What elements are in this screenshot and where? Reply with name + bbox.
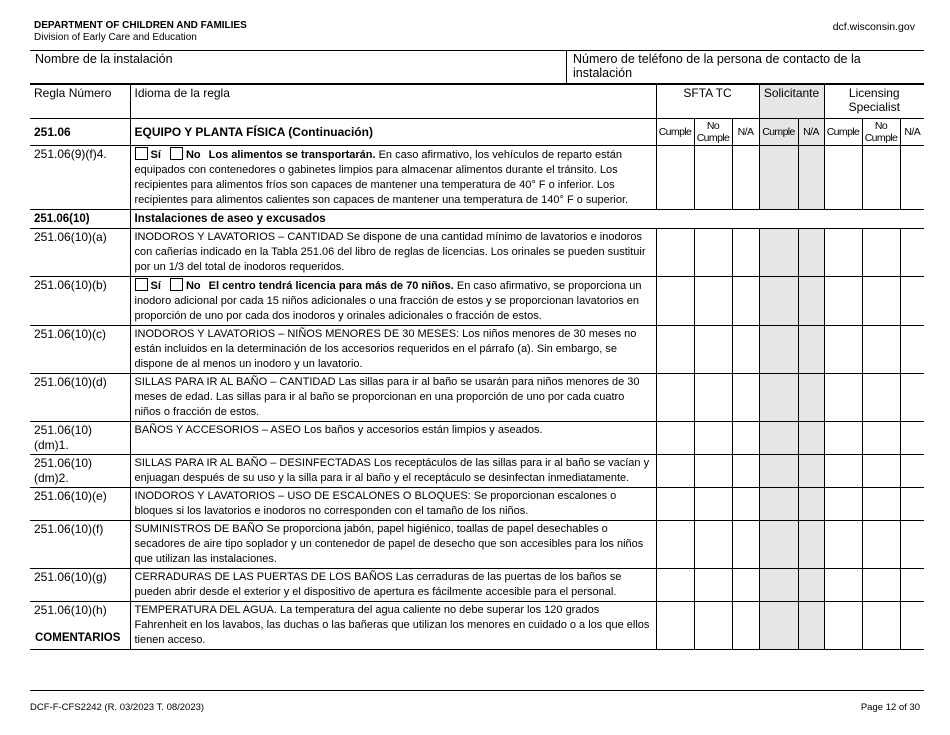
rule-number: 251.06(10)(c) xyxy=(30,326,130,374)
licensing-cumple-cell[interactable] xyxy=(824,455,862,488)
sfta-no-cumple-cell[interactable] xyxy=(694,521,732,569)
licensing-no-cumple-cell[interactable] xyxy=(862,277,900,326)
rule-number: 251.06(10)(a) xyxy=(30,229,130,277)
licensing-na-cell[interactable] xyxy=(900,374,924,422)
yes-label: Sí xyxy=(150,149,161,161)
rule-text xyxy=(130,229,656,277)
sfta-cumple-header: Cumple xyxy=(656,119,694,146)
licensing-no-cumple-cell[interactable] xyxy=(862,422,900,455)
sfta-na-cell[interactable] xyxy=(732,326,759,374)
sfta-no-cumple-cell[interactable] xyxy=(694,455,732,488)
section-number: 251.06 xyxy=(30,119,130,146)
licensing-cumple-cell[interactable] xyxy=(824,488,862,521)
rule-description: En caso afirmativo, se proporciona un inodoro adicional por cada 15 niños adicionales o una fracción de estos y se proporcionan lavatorios en proporción de uno por cada dos inodoros y orinales adicionales o fracción de estos. xyxy=(134,280,642,322)
licensing-no-cumple-cell[interactable] xyxy=(862,229,900,277)
sfta-cumple-cell[interactable] xyxy=(656,455,694,488)
rule-text xyxy=(130,521,656,569)
applicant-na-cell[interactable] xyxy=(798,455,824,488)
licensing-no-cumple-header: No Cumple xyxy=(862,119,900,146)
rule-number: 251.06(10)(dm)2. xyxy=(30,455,130,488)
licensing-no-cumple-cell[interactable] xyxy=(862,455,900,488)
rules-body xyxy=(30,146,924,650)
section-rule-number: 251.06(10) xyxy=(30,210,130,229)
applicant-cumple-cell[interactable] xyxy=(759,422,798,455)
applicant-cumple-cell[interactable] xyxy=(759,455,798,488)
applicant-na-cell[interactable] xyxy=(798,229,824,277)
licensing-header: Licensing Specialist xyxy=(824,85,924,119)
table-header-row xyxy=(30,85,924,119)
applicant-cumple-cell[interactable] xyxy=(759,569,798,602)
rule-description: SILLAS PARA IR AL BAÑO – DESINFECTADAS Los receptáculos de las sillas para ir al baño se vacían y enjuagan después de su uso y la silla para ir al baño y el receptáculo se desinfectan inmediatamente. xyxy=(134,457,650,484)
licensing-cumple-cell[interactable] xyxy=(824,229,862,277)
rule-description: TEMPERATURA DEL AGUA. La temperatura del agua caliente no debe superar los 120 grados Fahrenheit en los lavabos, las duchas o las bañeras que utilizan los menores en cuidado o a los que ellos tienen acceso. xyxy=(134,604,650,646)
contact-phone-label: Número de teléfono de la persona de contacto de la instalación xyxy=(573,52,861,80)
table-row xyxy=(30,488,924,521)
rule-description: INODOROS Y LAVATORIOS – USO DE ESCALONES O BLOQUES: Se proporcionan escalones o bloques si los lavatorios e inodoros no corresponden con el tamaño de los niños. xyxy=(134,490,617,517)
sfta-cumple-cell[interactable] xyxy=(656,521,694,569)
no-label: No xyxy=(185,149,201,161)
licensing-cumple-header: Cumple xyxy=(824,119,862,146)
rule-description: En caso afirmativo, los vehículos de reparto están equipados con contenedores o gabinetes limpios para almacenar alimentos durante el tránsito. Los recipientes para alimentos fríos son capaces de mantener una temperatura de 40° F o inferior. Los recipientes para alimentos calientes son capaces de mantener una temperatura de 140° F o superior. xyxy=(134,149,629,206)
licensing-cumple-cell[interactable] xyxy=(824,569,862,602)
sfta-no-cumple-cell[interactable] xyxy=(694,488,732,521)
licensing-na-cell[interactable] xyxy=(900,277,924,326)
sfta-na-cell[interactable] xyxy=(732,277,759,326)
sfta-na-cell[interactable] xyxy=(732,146,759,210)
licensing-no-cumple-cell[interactable] xyxy=(862,374,900,422)
page-header xyxy=(34,20,247,43)
rule-description: CERRADURAS DE LAS PUERTAS DE LOS BAÑOS Las cerraduras de las puertas de los baños se pueden abrir desde el exterior y el dispositivo de apertura es fácilmente accesible para el personal. xyxy=(134,571,622,598)
licensing-na-cell[interactable] xyxy=(900,455,924,488)
sfta-cumple-cell[interactable] xyxy=(656,229,694,277)
sfta-no-cumple-header: No Cumple xyxy=(694,119,732,146)
rule-number-header: Regla Número xyxy=(30,85,130,119)
sfta-header: SFTA TC xyxy=(656,85,759,119)
applicant-na-cell[interactable] xyxy=(798,277,824,326)
sfta-cumple-cell[interactable] xyxy=(656,277,694,326)
applicant-cumple-cell[interactable] xyxy=(759,146,798,210)
sfta-no-cumple-cell[interactable] xyxy=(694,569,732,602)
licensing-cumple-cell[interactable] xyxy=(824,602,862,650)
sfta-no-cumple-cell[interactable] xyxy=(694,277,732,326)
sfta-na-cell[interactable] xyxy=(732,422,759,455)
applicant-cumple-cell[interactable] xyxy=(759,488,798,521)
licensing-no-cumple-cell[interactable] xyxy=(862,326,900,374)
applicant-na-cell[interactable] xyxy=(798,422,824,455)
rule-description: SUMINISTROS DE BAÑO Se proporciona jabón, papel higiénico, toallas de papel desechables o secadores de aire tipo soplador y un contenedor de papel de desecho que son accesibles para los niños que utilizan las instalaciones. xyxy=(134,523,644,565)
facility-name-field[interactable] xyxy=(30,51,567,83)
applicant-na-cell[interactable] xyxy=(798,374,824,422)
table-row xyxy=(30,569,924,602)
rule-number: 251.06(9)(f)4. xyxy=(30,146,130,210)
sfta-cumple-cell[interactable] xyxy=(656,326,694,374)
licensing-na-cell[interactable] xyxy=(900,602,924,650)
rule-text xyxy=(130,374,656,422)
sfta-na-header: N/A xyxy=(732,119,759,146)
sfta-na-cell[interactable] xyxy=(732,374,759,422)
applicant-cumple-cell[interactable] xyxy=(759,602,798,650)
sfta-na-cell[interactable] xyxy=(732,455,759,488)
applicant-cumple-cell[interactable] xyxy=(759,326,798,374)
rule-text xyxy=(130,569,656,602)
no-checkbox[interactable] xyxy=(170,147,183,160)
sfta-no-cumple-cell[interactable] xyxy=(694,146,732,210)
no-checkbox[interactable] xyxy=(170,278,183,291)
rule-text xyxy=(130,146,656,210)
rule-text xyxy=(130,602,656,650)
section-header-row xyxy=(30,119,924,146)
table-row xyxy=(30,277,924,326)
department-name: DEPARTMENT OF CHILDREN AND FAMILIES xyxy=(34,20,247,31)
rule-text xyxy=(130,455,656,488)
table-row xyxy=(30,374,924,422)
licensing-na-cell[interactable] xyxy=(900,326,924,374)
applicant-na-cell[interactable] xyxy=(798,521,824,569)
sfta-na-cell[interactable] xyxy=(732,488,759,521)
website-link[interactable]: dcf.wisconsin.gov xyxy=(832,21,915,33)
facility-name-label: Nombre de la instalación xyxy=(35,52,173,66)
rule-text xyxy=(130,422,656,455)
sfta-cumple-cell[interactable] xyxy=(656,488,694,521)
applicant-na-cell[interactable] xyxy=(798,146,824,210)
rule-description: BAÑOS Y ACCESORIOS – ASEO Los baños y accesorios están limpios y aseados. xyxy=(134,424,543,436)
rule-description: INODOROS Y LAVATORIOS – CANTIDAD Se dispone de una cantidad mínimo de lavatorios e inodoros con cañerías indicado en la Tabla 251.06 del libro de reglas de licencias. Los orinales se pueden sustituir por un 1/3 del total de inodoros requeridos. xyxy=(134,231,646,273)
facility-info-row xyxy=(30,50,924,84)
sfta-no-cumple-cell[interactable] xyxy=(694,374,732,422)
sfta-no-cumple-cell[interactable] xyxy=(694,602,732,650)
licensing-no-cumple-cell[interactable] xyxy=(862,521,900,569)
rule-question: El centro tendrá licencia para más de 70 niños. xyxy=(208,280,454,292)
section-title: EQUIPO Y PLANTA FÍSICA (Continuación) xyxy=(130,119,656,146)
applicant-cumple-cell[interactable] xyxy=(759,277,798,326)
section-rule-title: Instalaciones de aseo y excusados xyxy=(130,210,924,229)
applicant-na-cell[interactable] xyxy=(798,488,824,521)
sfta-na-cell[interactable] xyxy=(732,229,759,277)
licensing-cumple-cell[interactable] xyxy=(824,277,862,326)
table-row xyxy=(30,521,924,569)
rule-number: 251.06(10)(dm)1. xyxy=(30,422,130,455)
sfta-cumple-cell[interactable] xyxy=(656,569,694,602)
licensing-cumple-cell[interactable] xyxy=(824,146,862,210)
applicant-cumple-cell[interactable] xyxy=(759,374,798,422)
rule-number: 251.06(10)(h) xyxy=(30,602,130,650)
licensing-na-cell[interactable] xyxy=(900,146,924,210)
table-row xyxy=(30,229,924,277)
sfta-cumple-cell[interactable] xyxy=(656,146,694,210)
table-row xyxy=(30,146,924,210)
licensing-na-cell[interactable] xyxy=(900,229,924,277)
applicant-na-cell[interactable] xyxy=(798,569,824,602)
rule-text xyxy=(130,277,656,326)
applicant-cumple-cell[interactable] xyxy=(759,521,798,569)
yes-label: Sí xyxy=(150,280,161,292)
applicant-na-cell[interactable] xyxy=(798,326,824,374)
rule-description: SILLAS PARA IR AL BAÑO – CANTIDAD Las sillas para ir al baño se usarán para niños menores de 30 meses de edad. Las sillas para ir al baño se proporcionan en una proporción de uno por cada cuatro niños o fracción de estos. xyxy=(134,376,640,418)
licensing-no-cumple-cell[interactable] xyxy=(862,602,900,650)
licensing-cumple-cell[interactable] xyxy=(824,326,862,374)
sfta-no-cumple-cell[interactable] xyxy=(694,326,732,374)
licensing-cumple-cell[interactable] xyxy=(824,521,862,569)
rule-question: Los alimentos se transportarán. xyxy=(208,149,376,161)
rule-text xyxy=(130,488,656,521)
no-label: No xyxy=(185,280,201,292)
applicant-cumple-cell[interactable] xyxy=(759,229,798,277)
table-row xyxy=(30,602,924,650)
form-id: DCF-F-CFS2242 (R. 03/2023 T. 08/2023) xyxy=(30,702,205,713)
sfta-cumple-cell[interactable] xyxy=(656,374,694,422)
sfta-na-cell[interactable] xyxy=(732,521,759,569)
table-row xyxy=(30,422,924,455)
applicant-na-cell[interactable] xyxy=(798,602,824,650)
licensing-na-cell[interactable] xyxy=(900,422,924,455)
licensing-no-cumple-cell[interactable] xyxy=(862,488,900,521)
sfta-no-cumple-cell[interactable] xyxy=(694,422,732,455)
contact-phone-field[interactable] xyxy=(567,51,924,83)
rule-number: 251.06(10)(d) xyxy=(30,374,130,422)
licensing-na-cell[interactable] xyxy=(900,488,924,521)
sfta-cumple-cell[interactable] xyxy=(656,602,694,650)
applicant-na-header: N/A xyxy=(798,119,824,146)
table-row xyxy=(30,455,924,488)
comments-label: COMENTARIOS xyxy=(35,632,121,644)
licensing-cumple-cell[interactable] xyxy=(824,374,862,422)
licensing-na-header: N/A xyxy=(900,119,924,146)
footer-divider xyxy=(30,690,924,691)
rule-language-header: Idioma de la regla xyxy=(130,85,656,119)
rule-number: 251.06(10)(g) xyxy=(30,569,130,602)
licensing-cumple-cell[interactable] xyxy=(824,422,862,455)
sfta-cumple-cell[interactable] xyxy=(656,422,694,455)
rule-number: 251.06(10)(f) xyxy=(30,521,130,569)
sfta-no-cumple-cell[interactable] xyxy=(694,229,732,277)
page-number: Page 12 of 30 xyxy=(860,702,920,713)
rule-number: 251.06(10)(e) xyxy=(30,488,130,521)
applicant-cumple-header: Cumple xyxy=(759,119,798,146)
section-row xyxy=(30,210,924,229)
yes-checkbox[interactable] xyxy=(135,147,148,160)
applicant-header: Solicitante xyxy=(759,85,824,119)
licensing-na-cell[interactable] xyxy=(900,521,924,569)
division-name: Division of Early Care and Education xyxy=(34,32,197,43)
rule-description: INODOROS Y LAVATORIOS – NIÑOS MENORES DE 30 MESES: Los niños menores de 30 meses no están incluidos en la determinación de los accesorios requeridos en el párrafo (a). Sin embargo, se dispone de al menos un inodoro y un lavatorio. xyxy=(134,328,637,370)
licensing-na-cell[interactable] xyxy=(900,569,924,602)
licensing-no-cumple-cell[interactable] xyxy=(862,146,900,210)
rules-table xyxy=(30,84,924,650)
rule-number: 251.06(10)(b) xyxy=(30,277,130,326)
sfta-na-cell[interactable] xyxy=(732,602,759,650)
licensing-no-cumple-cell[interactable] xyxy=(862,569,900,602)
rule-text xyxy=(130,326,656,374)
table-row xyxy=(30,326,924,374)
sfta-na-cell[interactable] xyxy=(732,569,759,602)
yes-checkbox[interactable] xyxy=(135,278,148,291)
